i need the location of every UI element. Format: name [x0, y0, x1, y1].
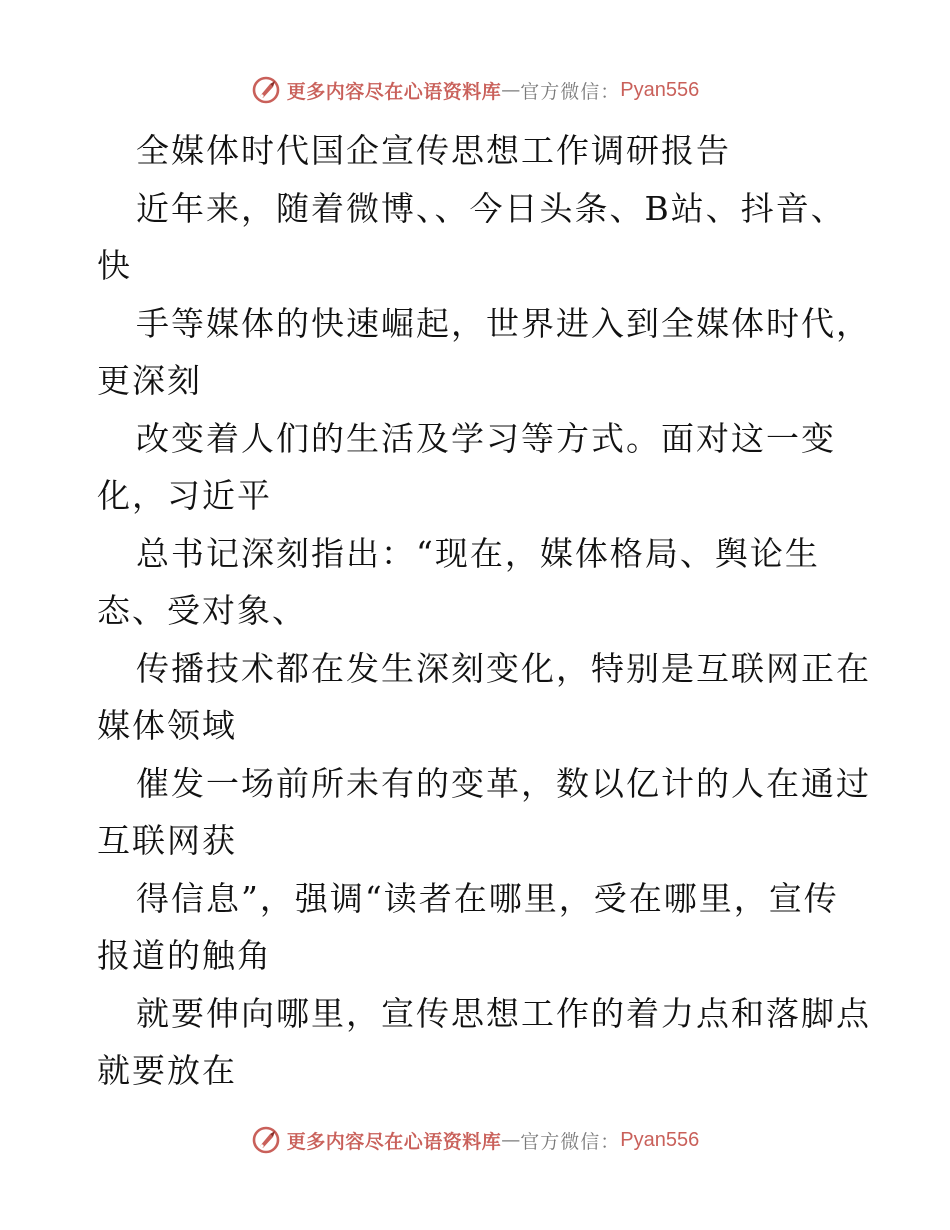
header-wechat-id: Pyan556: [620, 78, 700, 101]
footer-wechat-label: 官方微信：: [520, 1130, 621, 1153]
header-banner: [0, 70, 950, 110]
header-main-text: 更多内容尽在心语资料库: [286, 80, 502, 103]
footer-main-text: 更多内容尽在心语资料库: [286, 1130, 502, 1153]
text-line: 手等媒体的快速崛起，世界进入到全媒体时代，: [136, 303, 871, 343]
footer-banner: [0, 1120, 950, 1160]
text-line: 总书记深刻指出：“现在，媒体格局、舆论生: [136, 533, 820, 573]
text-line: 化，习近平: [97, 476, 272, 515]
header-separator: —: [501, 79, 521, 101]
text-line: 互联网获: [97, 821, 237, 860]
text-line: 媒体领域: [97, 706, 237, 745]
text-line: 报道的触角: [97, 936, 272, 975]
pen-nib-circle-icon: [251, 1125, 281, 1155]
text-line: 传播技术都在发生深刻变化，特别是互联网正在: [136, 648, 871, 688]
text-line: 就要放在: [97, 1051, 237, 1090]
text-line: 态、受对象、: [97, 591, 307, 630]
header-wechat-label: 官方微信：: [520, 80, 621, 103]
text-line: 近年来，随着微博、、今日头条、B站、抖音、: [136, 188, 846, 228]
text-line: 改变着人们的生活及学习等方式。面对这一变: [136, 418, 836, 458]
text-line: 更深刻: [97, 361, 202, 400]
footer-wechat-id: Pyan556: [620, 1128, 700, 1151]
footer-separator: —: [501, 1129, 521, 1151]
document-title: 全媒体时代国企宣传思想工作调研报告: [136, 131, 731, 170]
text-line: 就要伸向哪里，宣传思想工作的着力点和落脚点: [136, 993, 871, 1033]
text-line: 催发一场前所未有的变革，数以亿计的人在通过: [136, 763, 871, 803]
pen-nib-circle-icon: [251, 75, 281, 105]
text-line: 快: [97, 246, 132, 285]
text-line: 得信息”，强调“读者在哪里，受在哪里，宣传: [136, 878, 839, 918]
document-body: [97, 122, 871, 1100]
